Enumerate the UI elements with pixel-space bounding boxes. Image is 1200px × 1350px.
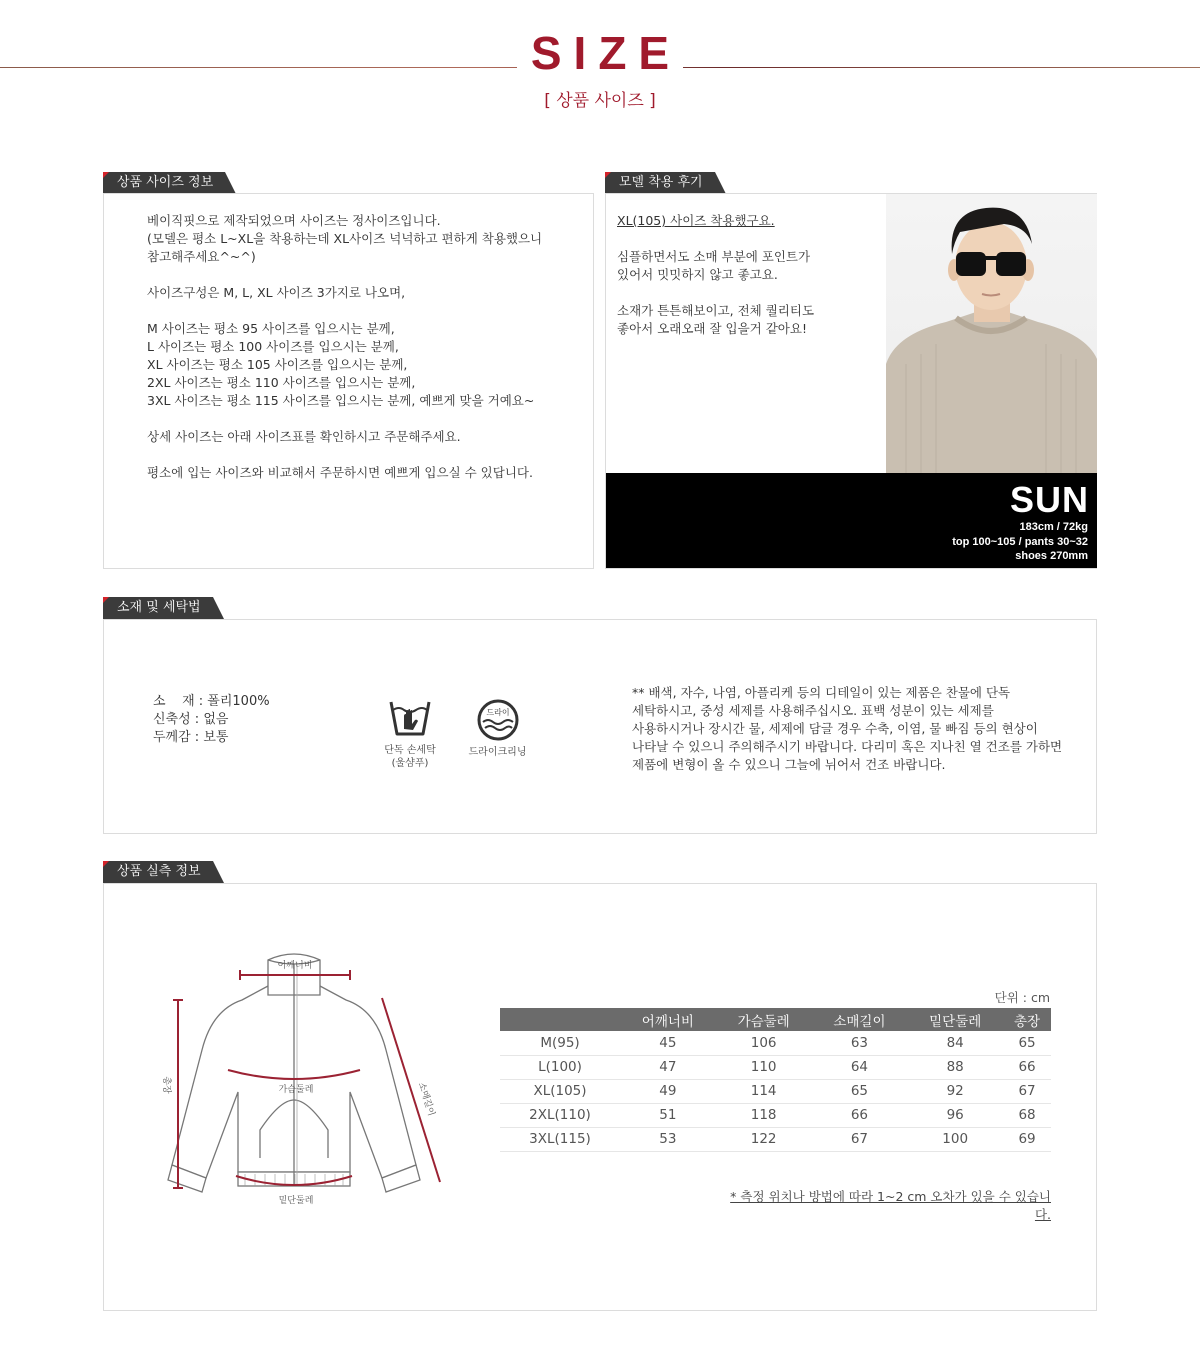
svg-text:드라이: 드라이: [485, 708, 510, 717]
table-header-row: 어깨너비 가슴둘레 소매길이 밑단둘레 총장: [500, 1008, 1051, 1031]
size-table: [500, 1008, 1051, 1152]
model-name: SUN: [1009, 479, 1089, 520]
model-illustration: [886, 194, 1097, 473]
size-info-paragraph: M 사이즈는 평소 95 사이즈를 입으시는 분께, L 사이즈는 평소 100 사이즈를 입으시는 분께, XL 사이즈는 평소 105 사이즈를 입으시는 분께, 2XL 사이즈는 평소 110 사이즈를 입으시는 분께, 3XL 사이즈는 평소 115 사이즈를 입으시는 분께, 예쁘게 맞을 거예요~: [147, 321, 535, 408]
spec-material: 소 재 : 폴리100%: [153, 694, 270, 709]
page-title: SIZE: [0, 28, 1200, 78]
jacket-diagram: [150, 950, 460, 1215]
unit-label: 단위 : cm: [994, 990, 1050, 1005]
table-row: L(100) 47 110 64 88 66: [500, 1055, 1051, 1079]
model-review-text: XL(105) 사이즈 착용했구요. 심플하면서도 소매 부분에 포인트가 있어서 밋밋하지 않고 좋고요. 소재가 튼튼해보이고, 전체 퀄리티도 좋아서 오래오래 잘 입을거 같아요!: [617, 213, 815, 336]
svg-text:소매길이: 소매길이: [415, 1081, 437, 1118]
model-stat-body: 183cm / 72kg: [1019, 521, 1088, 533]
spec-stretch: 신축성 : 없음: [153, 712, 229, 727]
svg-text:어깨너비: 어깨너비: [277, 961, 313, 971]
tab-material: 소재 및 세탁법: [103, 597, 213, 619]
size-info-paragraph: 사이즈구성은 M, L, XL 사이즈 3가지로 나오며,: [147, 285, 406, 300]
tab-model-review: 모델 착용 후기: [605, 172, 715, 194]
svg-text:총장: 총장: [161, 1076, 171, 1094]
care-dry-clean: 드라이 드라이크리닝: [460, 698, 535, 759]
table-row: 2XL(110) 51 118 66 96 68: [500, 1103, 1051, 1127]
hand-wash-icon: [385, 696, 435, 740]
model-stat-shoes: shoes 270mm: [1015, 550, 1088, 562]
tab-measurement: 상품 실측 정보: [103, 861, 213, 883]
model-info-band: [606, 473, 1097, 568]
washing-note: ** 배색, 자수, 나염, 아플리케 등의 디테일이 있는 제품은 찬물에 단독 세탁하시고, 중성 세제를 사용해주십시오. 표백 성분이 있는 세제를 사용하시거나 장시간 물, 세제에 담글 경우 수축, 이염, 물 빠짐 등의 현상이 나타날 수 있으니 주의해주시기 바랍니다. 다리미 혹은 지나친 열 건조를 가하면 제품에 변형이 올 수 있으니 그늘에 뉘어서 건조 바랍니다.: [632, 685, 1063, 772]
table-row: XL(105) 49 114 65 92 67: [500, 1079, 1051, 1103]
size-info-text: [147, 212, 577, 500]
dry-clean-icon: [474, 698, 522, 742]
model-stat-sizes: top 100~105 / pants 30~32: [952, 536, 1088, 548]
care-hand-wash: 단독 손세탁 (울샴푸): [375, 696, 445, 770]
svg-text:가슴둘레: 가슴둘레: [278, 1085, 314, 1095]
size-info-paragraph: 베이직핏으로 제작되었으며 사이즈는 정사이즈입니다. (모델은 평소 L~XL을 착용하는데 XL사이즈 넉넉하고 편하게 착용했으니 참고해주세요^~^): [147, 213, 543, 264]
table-row: M(95) 45 106 63 84 65: [500, 1031, 1051, 1055]
spec-thickness: 두께감 : 보통: [153, 730, 229, 745]
page-subtitle: [ 상품 사이즈 ]: [544, 91, 656, 111]
table-row: 3XL(115) 53 122 67 100 69: [500, 1127, 1051, 1151]
material-specs: [153, 693, 270, 747]
size-info-paragraph: 상세 사이즈는 아래 사이즈표를 확인하시고 주문해주세요.: [147, 429, 461, 444]
measurement-footnote: * 측정 위치나 방법에 따라 1~2 cm 오차가 있을 수 있습니다.: [730, 1189, 1051, 1222]
model-photo: [886, 194, 1097, 473]
size-info-paragraph: 평소에 입는 사이즈와 비교해서 주문하시면 예쁘게 입으실 수 있답니다.: [147, 465, 533, 480]
svg-text:밑단둘레: 밑단둘레: [278, 1196, 314, 1206]
tab-size-info: 상품 사이즈 정보: [103, 172, 225, 194]
